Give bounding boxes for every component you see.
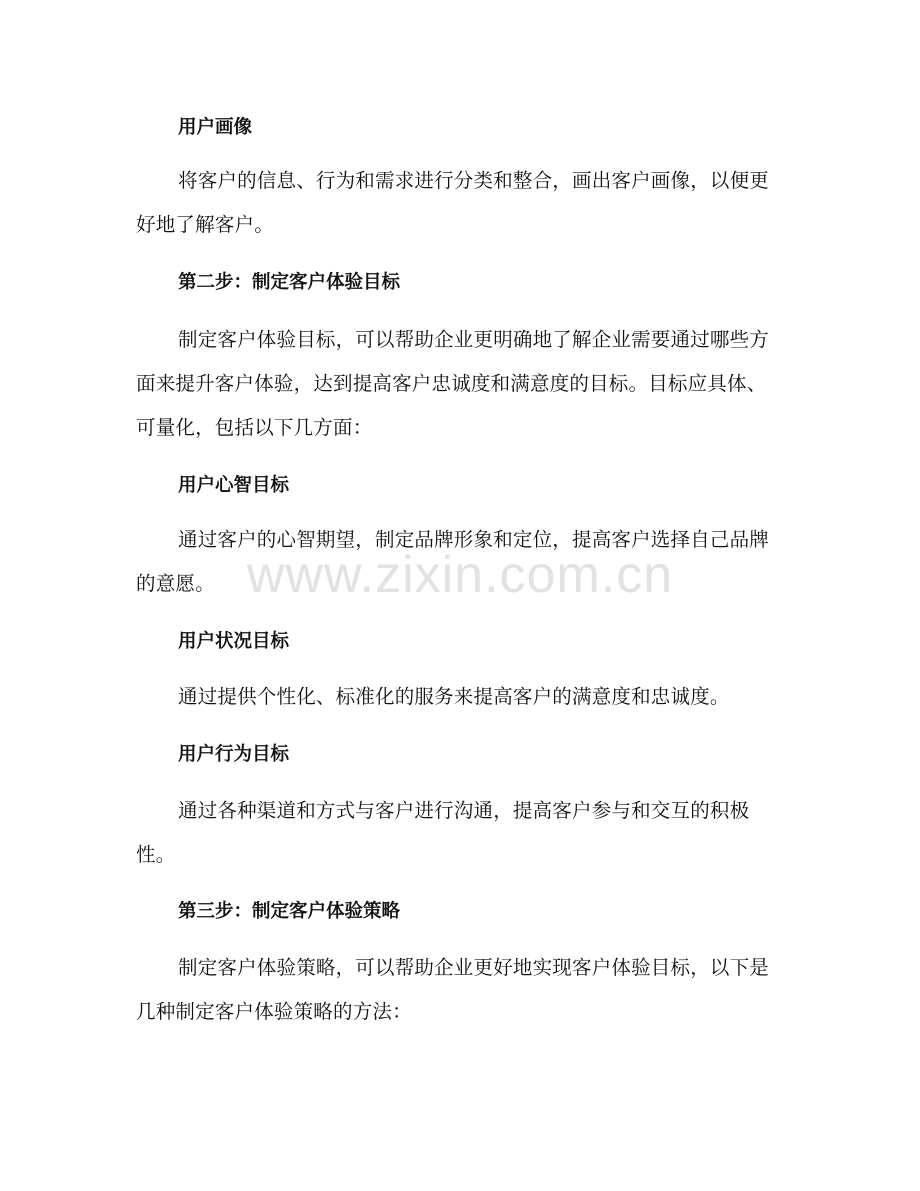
heading-step-three: 第三步：制定客户体验策略	[178, 901, 401, 922]
heading-status-goal: 用户状况目标	[178, 631, 290, 652]
paragraph-behavior-goal: 通过各种渠道和方式与客户进行沟通，提高客户参与和交互的积极性。	[136, 799, 750, 866]
paragraph-step-three: 制定客户体验策略，可以帮助企业更好地实现客户体验目标，以下是几种制定客户体验策略的方法：	[136, 956, 770, 1023]
paragraph-status-goal: 通过提供个性化、标准化的服务来提高客户的满意度和忠诚度。	[178, 685, 730, 708]
paragraph-step-two: 制定客户体验目标，可以帮助企业更明确地了解企业需要通过哪些方面来提升客户体验，达到提高客户忠诚度和满意度的目标。目标应具体、可量化，包括以下几方面：	[136, 328, 770, 439]
heading-mind-goal: 用户心智目标	[178, 475, 290, 496]
heading-behavior-goal: 用户行为目标	[178, 744, 290, 765]
heading-user-persona: 用户画像	[178, 117, 253, 138]
paragraph-mind-goal: 通过客户的心智期望，制定品牌形象和定位，提高客户选择自己品牌的意愿。	[136, 528, 770, 595]
heading-step-two: 第二步：制定客户体验目标	[178, 272, 401, 293]
paragraph-user-persona: 将客户的信息、行为和需求进行分类和整合，画出客户画像，以便更好地了解客户。	[136, 169, 770, 236]
watermark: www.zixin.com.cn	[246, 546, 674, 604]
